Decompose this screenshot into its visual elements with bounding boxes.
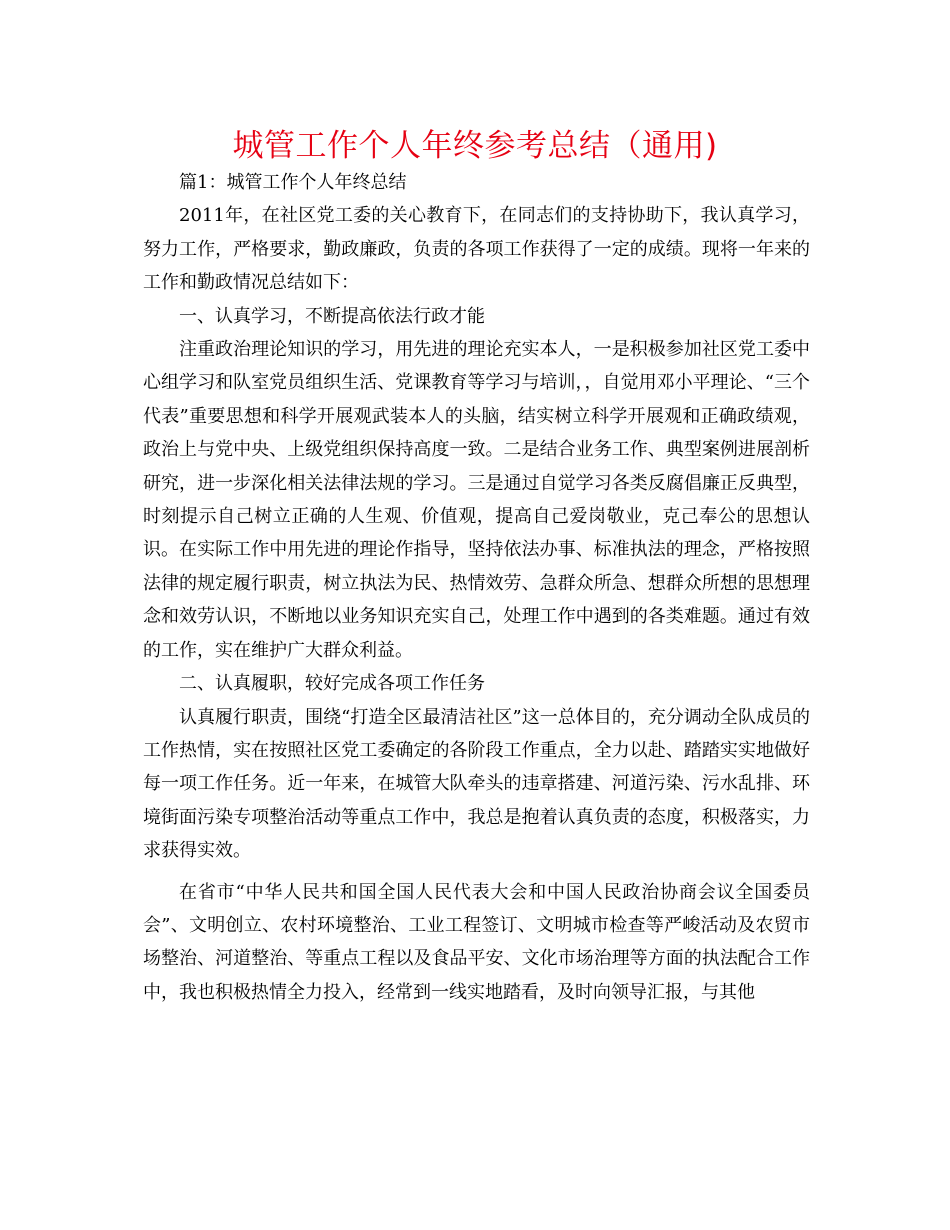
section-heading-duties: 二、认真履职，较好完成各项工作任务	[179, 673, 485, 695]
section-heading-part1: 篇1：城管工作个人年终总结	[179, 172, 407, 193]
document-title: 城管工作个人年终参考总结（通用)	[232, 128, 718, 164]
body-paragraph-duties: 认真履行职责，围绕“打造全区最清洁社区”这一总体目的，充分调动全队成员的工作热情，实在按照社区党工委确定的各阶段工作重点，全力以赴、踏踏实实地做好每一项工作任务。近一年来，在城管大队牵头的违章搭建、河道污染、污水乱排、环境街面污染专项整治活动等重点工作中，我总是抱着认真负责的态度，积极落实，力求获得实效。	[143, 706, 810, 862]
body-paragraph-cooperation: 在省市“中华人民共和国全国人民代表大会和中国人民政治协商会议全国委员会”、文明创立、农村环境整治、工业工程签订、文明城市检查等严峻活动及农贸市场整治、河道整治、等重点工程以及食品平安、文化市场治理等方面的执法配合工作中，我也积极热情全力投入，经常到一线实地踏看，及时向领导汇报，与其他	[143, 881, 810, 1003]
body-paragraph-study: 注重政治理论知识的学习，用先进的理论充实本人，一是积极参加社区党工委中心组学习和队室党员组织生活、党课教育等学习与培训，，自觉用邓小平理论、“三个代表”重要思想和科学开展观武装本人的头脑，结实树立科学开展观和正确政绩观，政治上与党中央、上级党组织保持高度一致。二是结合业务工作、典型案例进展剖析研究，进一步深化相关法律法规的学习。三是通过自觉学习各类反腐倡廉正反典型，时刻提示自己树立正确的人生观、价值观，提高自己爱岗敬业，克己奉公的思想认识。在实际工作中用先进的理论作指导，坚持依法办事、标准执法的理念，严格按照法律的规定履行职责，树立执法为民、热情效劳、急群众所急、想群众所想的思想理念和效劳认识，不断地以业务知识充实自己，处理工作中遇到的各类难题。通过有效的工作，实在维护广大群众利益。	[143, 339, 810, 661]
body-paragraph-intro: 2011年，在社区党工委的关心教育下，在同志们的支持协助下，我认真学习，努力工作，严格要求，勤政廉政，负责的各项工作获得了一定的成绩。现将一年来的工作和勤政情况总结如下：	[143, 205, 810, 294]
section-heading-study: 一、认真学习，不断提高依法行政才能	[179, 305, 485, 327]
document-body	[143, 166, 810, 1009]
